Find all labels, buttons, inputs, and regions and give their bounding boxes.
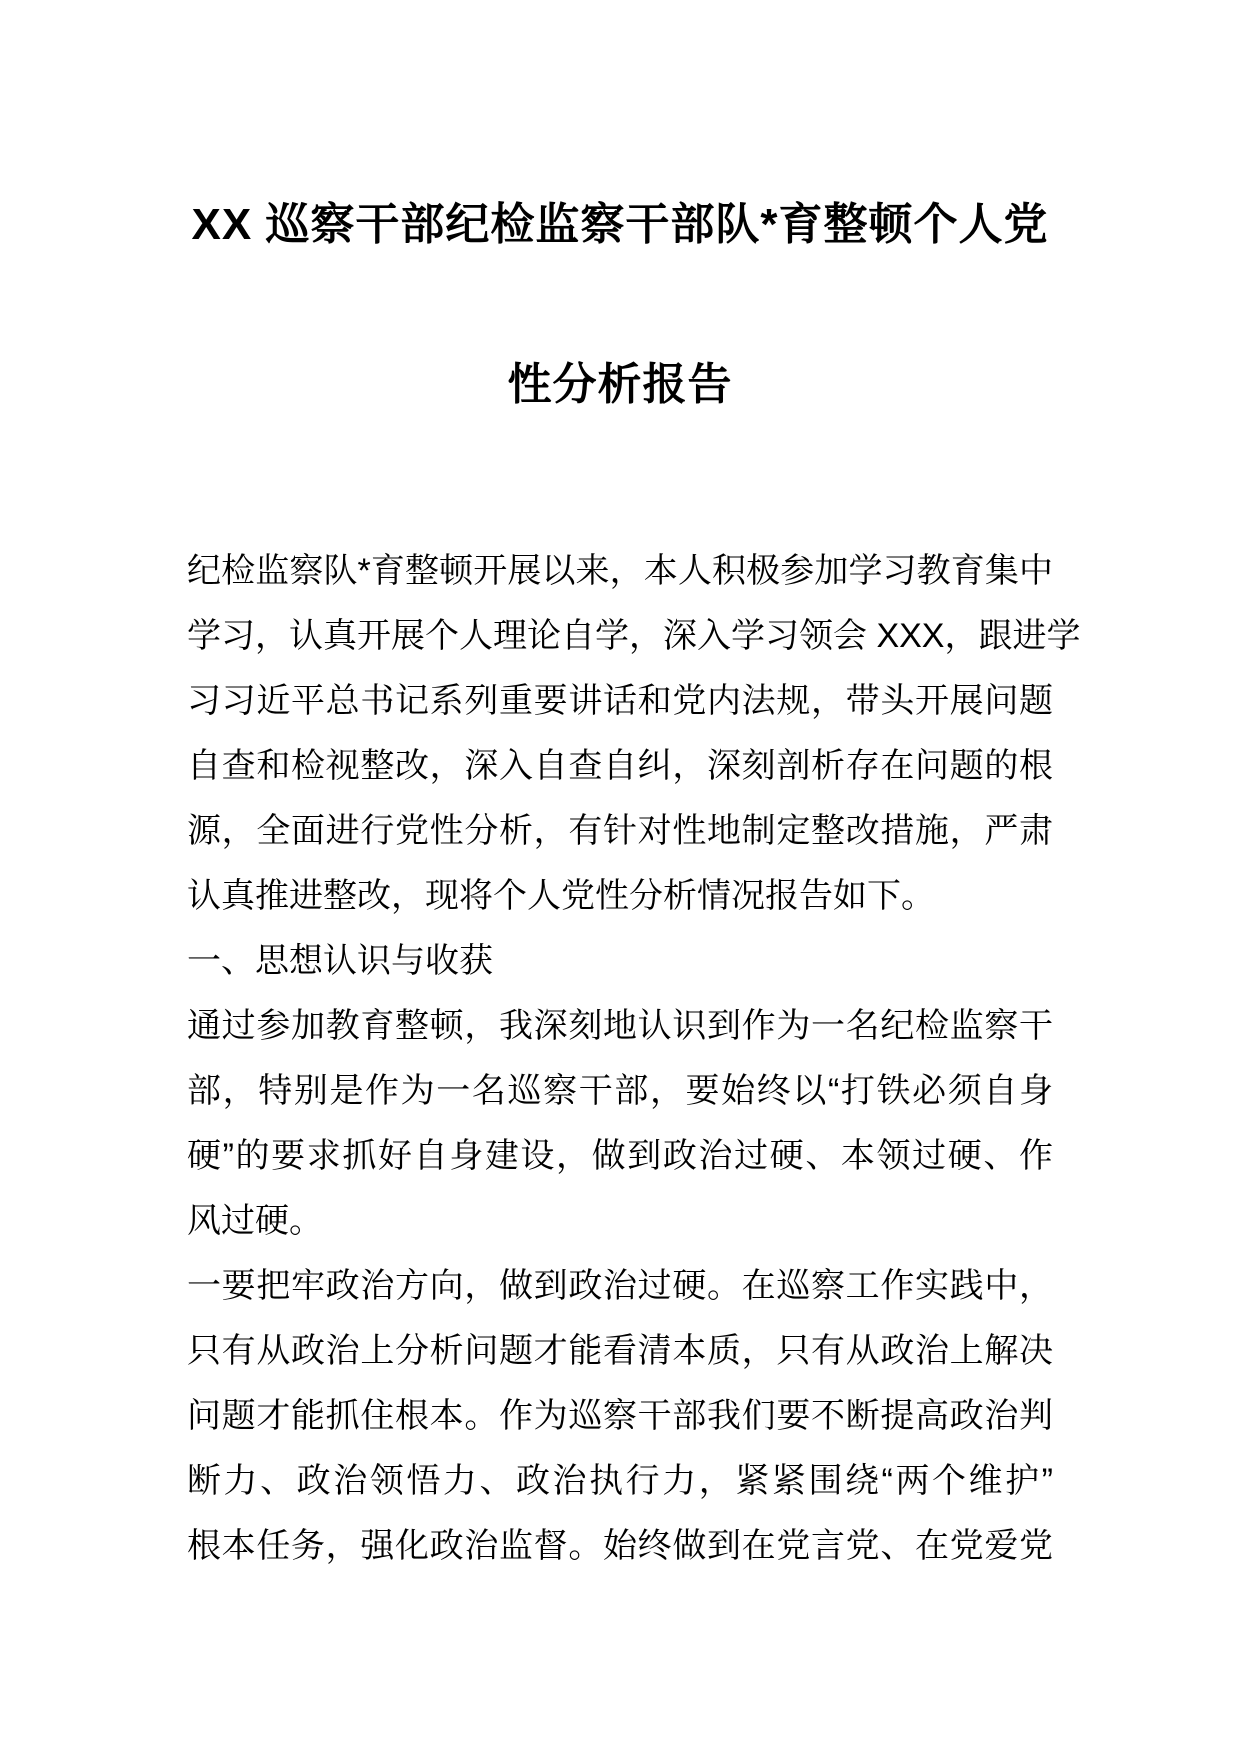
body-line: 学习，认真开展个人理论自学，深入学习领会 XXX，跟进学 (187, 617, 1081, 655)
document-body (187, 539, 1081, 1579)
body-line: 纪检监察队*育整顿开展以来，本人积极参加学习教育集中 (187, 552, 1053, 590)
body-line: 硬”的要求抓好自身建设，做到政治过硬、本领过硬、作 (187, 1137, 1053, 1175)
body-line: 问题才能抓住根本。作为巡察干部我们要不断提高政治判 (187, 1397, 1053, 1435)
body-line: 一要把牢政治方向，做到政治过硬。在巡察工作实践中， (187, 1267, 1053, 1305)
document-title-line-2: 性分析报告 (507, 360, 733, 409)
body-line: 通过参加教育整顿，我深刻地认识到作为一名纪检监察干 (187, 1007, 1053, 1045)
body-line: 风过硬。 (187, 1202, 323, 1240)
body-line: 一、思想认识与收获 (187, 942, 493, 980)
body-line: 只有从政治上分析问题才能看清本质，只有从政治上解决 (187, 1332, 1053, 1370)
document-title-line-1: XX 巡察干部纪检监察干部队*育整顿个人党 (191, 200, 1049, 249)
body-line: 习习近平总书记系列重要讲话和党内法规，带头开展问题 (187, 682, 1053, 720)
body-line: 认真推进整改，现将个人党性分析情况报告如下。 (187, 877, 935, 915)
document-title (0, 0, 1240, 465)
body-line: 部，特别是作为一名巡察干部，要始终以“打铁必须自身 (187, 1072, 1053, 1110)
body-line: 根本任务，强化政治监督。始终做到在党言党、在党爱党 (187, 1527, 1053, 1565)
body-line: 源，全面进行党性分析，有针对性地制定整改措施，严肃 (187, 812, 1053, 850)
body-line: 自查和检视整改，深入自查自纠，深刻剖析存在问题的根 (187, 747, 1053, 785)
body-line: 断力、政治领悟力、政治执行力，紧紧围绕“两个维护” (187, 1462, 1053, 1500)
